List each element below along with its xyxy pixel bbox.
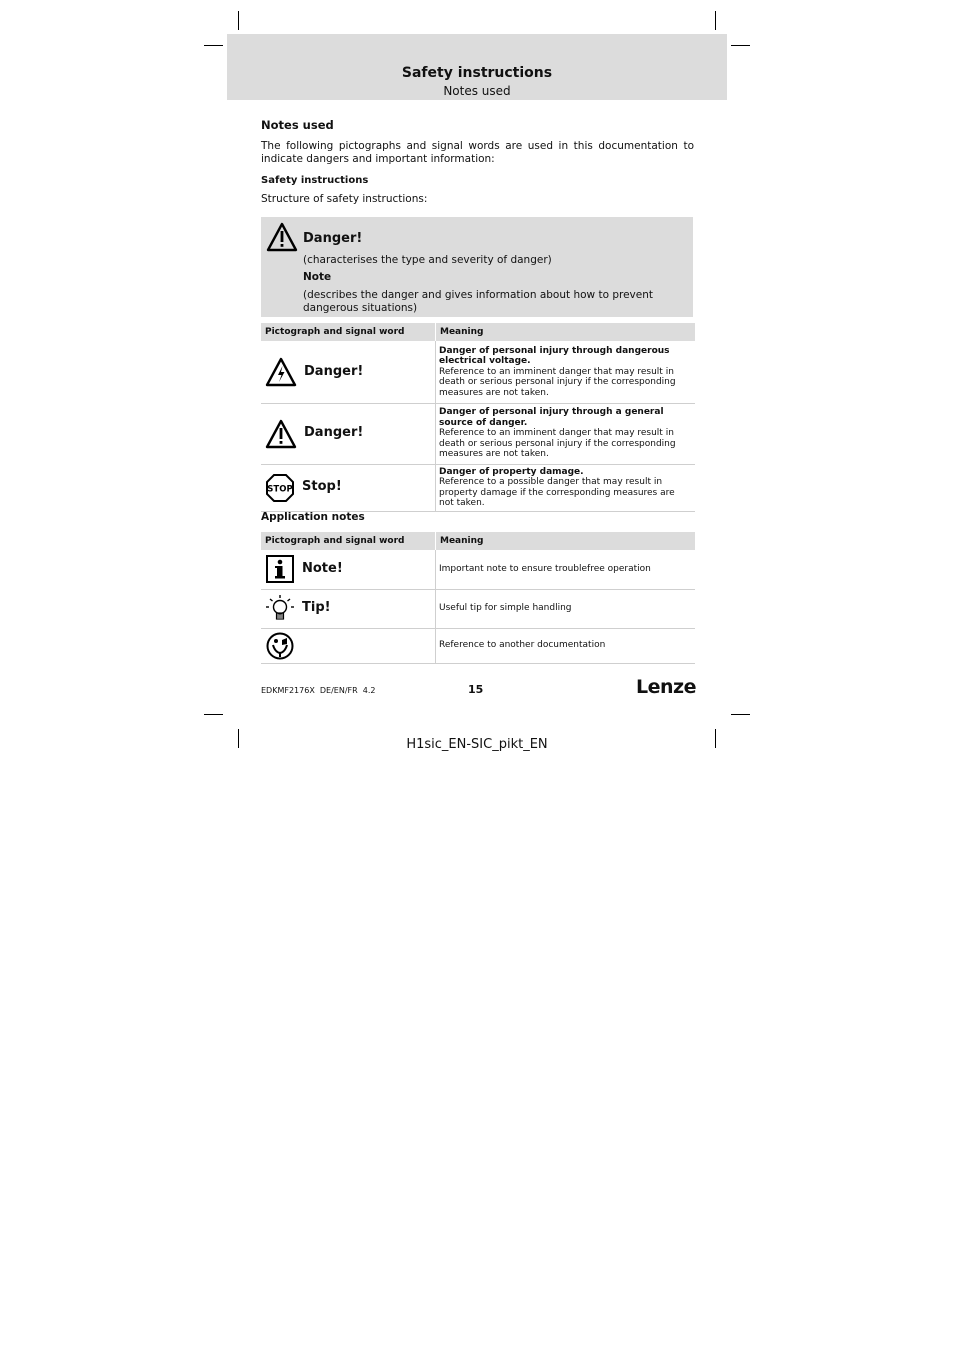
svg-text:STOP: STOP: [267, 484, 293, 494]
general-danger-icon: [265, 419, 297, 449]
section-heading: Notes used: [261, 118, 334, 132]
structure-text: Structure of safety instructions:: [261, 193, 428, 205]
signal-word: Note!: [302, 561, 343, 576]
page-number: 15: [468, 683, 484, 696]
table-row: [261, 403, 695, 464]
signal-word: Danger!: [304, 425, 364, 441]
meaning-text: Important note to ensure troublefree operation: [436, 550, 696, 589]
meaning-bold: Danger of property damage.: [439, 466, 584, 477]
meaning-text: Reference to a possible danger that may result in property damage if the corresponding measures are not taken.: [439, 477, 675, 508]
table-row: [261, 550, 695, 589]
page-title: Safety instructions: [401, 65, 553, 81]
column-header: Meaning: [436, 323, 696, 341]
table-header-row: [261, 532, 695, 550]
safety-heading: Safety instructions: [261, 175, 369, 186]
meaning-text: Useful tip for simple handling: [436, 589, 696, 628]
safety-structure-box: [261, 217, 693, 317]
lenze-logo: Lenze: [636, 676, 696, 698]
crop-mark: [204, 714, 223, 715]
structure-line1: (characterises the type and severity of danger): [303, 254, 552, 266]
column-header: Meaning: [436, 532, 696, 550]
meaning-bold: Danger of personal injury through a general source of danger.: [439, 407, 664, 428]
file-label: H1sic_EN-SIC_pikt_EN: [406, 737, 548, 752]
meaning-text: Reference to another documentation: [436, 628, 696, 663]
table-header-row: [261, 323, 695, 341]
stop-icon: [265, 473, 295, 503]
intro-paragraph: The following pictographs and signal words are used in this documentation to indicate dangers and important information:: [261, 140, 694, 165]
column-header: Pictograph and signal word: [261, 532, 436, 550]
crop-mark: [238, 11, 239, 30]
reference-book-icon: [265, 631, 295, 661]
warning-triangle-icon: [266, 222, 298, 252]
structure-title: Danger!: [303, 231, 363, 246]
safety-signal-table: [261, 323, 695, 512]
application-notes-heading: Application notes: [261, 511, 365, 523]
intro-section: [261, 118, 694, 206]
meaning-bold: Danger of personal injury through dangerous electrical voltage.: [439, 345, 670, 366]
signal-word: Stop!: [302, 479, 342, 495]
table-row: [261, 628, 695, 663]
crop-mark: [731, 714, 750, 715]
table-row: [261, 464, 695, 511]
column-header: Pictograph and signal word: [261, 323, 436, 341]
crop-mark: [715, 11, 716, 30]
electrical-danger-icon: [265, 357, 297, 387]
application-notes-table: [261, 532, 695, 664]
lightbulb-icon: [265, 593, 295, 625]
page-subtitle: Notes used: [443, 84, 511, 98]
meaning-text: Reference to an imminent danger that may result in death or serious personal injury if the corresponding measures are not taken.: [439, 428, 676, 460]
signal-word: Danger!: [304, 363, 364, 379]
crop-mark: [731, 45, 750, 46]
info-icon: [265, 554, 295, 584]
table-row: [261, 341, 695, 403]
signal-word: Tip!: [302, 600, 331, 616]
crop-mark: [204, 45, 223, 46]
meaning-text: Reference to an imminent danger that may result in death or serious personal injury if the corresponding measures are not taken.: [439, 366, 676, 398]
table-row: [261, 589, 695, 628]
structure-note-label: Note: [303, 271, 332, 283]
structure-line2: (describes the danger and gives information about how to prevent dangerous situations): [303, 289, 654, 314]
document-id: EDKMF2176X DE/EN/FR 4.2: [261, 686, 376, 695]
